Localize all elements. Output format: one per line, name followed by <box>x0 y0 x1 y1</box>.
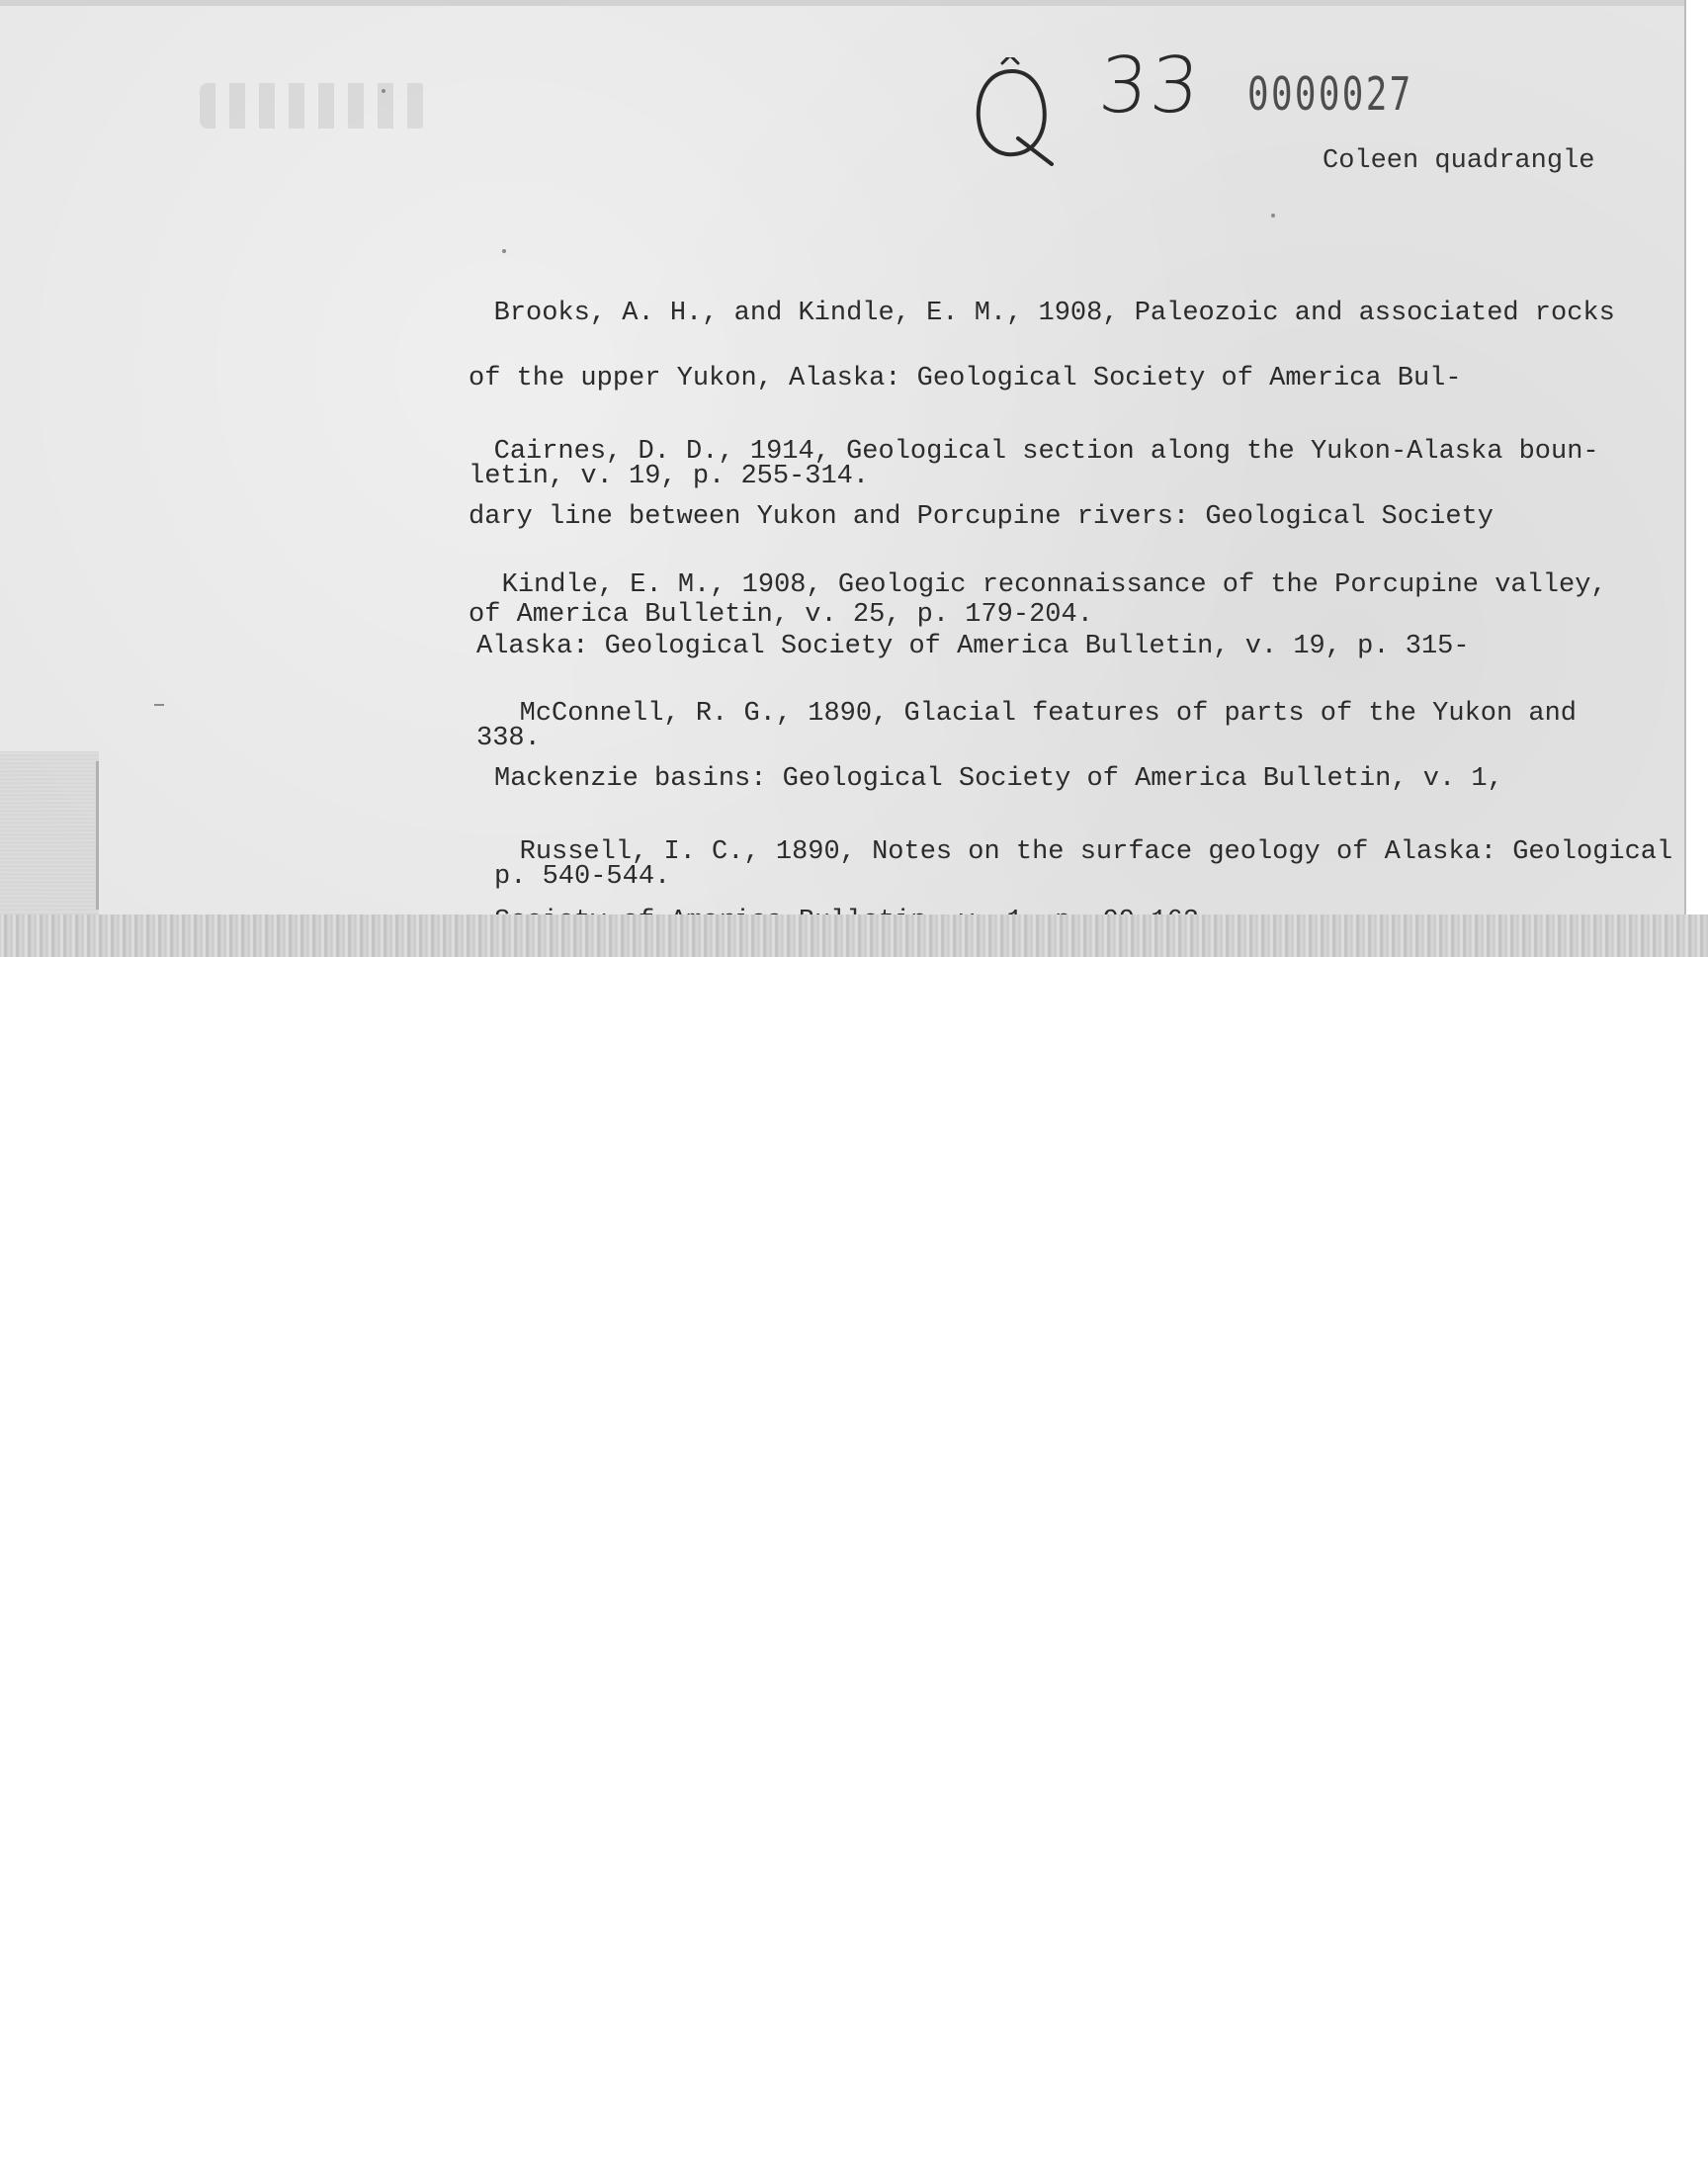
stamp-number: 0000027 <box>1247 67 1413 121</box>
reference-line: Brooks, A. H., and Kindle, E. M., 1908, Paleozoic and associated rocks <box>493 299 1615 328</box>
reference-line: of the upper Yukon, Alaska: Geological Society of America Bul- <box>469 364 1462 393</box>
reference-line: McConnell, R. G., 1890, Glacial features of parts of the Yukon and <box>519 699 1577 729</box>
reference-line: Alaska: Geological Society of America Bulletin, v. 19, p. 315- <box>476 632 1470 661</box>
reference-line: of America Bulletin, v. 25, p. 179-204. <box>469 600 1093 630</box>
handwritten-number: 33 <box>1095 42 1205 130</box>
reference-entry <box>391 801 1672 1008</box>
reference-line: Cairnes, D. D., 1914, Geological section along the Yukon-Alaska boun- <box>493 437 1599 467</box>
reference-line: 338. <box>476 724 541 753</box>
dust-speck <box>1271 214 1275 218</box>
dust-speck <box>154 704 164 706</box>
catalog-card <box>0 0 1686 921</box>
dust-speck <box>382 89 385 93</box>
handwritten-q-mark <box>969 57 1058 166</box>
scanner-bed-strip <box>0 914 1708 957</box>
reference-line: Kindle, E. M., 1908, Geologic reconnaissance of the Porcupine valley, <box>501 570 1607 600</box>
reference-line: Russell, I. C., 1890, Notes on the surface geology of Alaska: Geological <box>519 837 1673 867</box>
quadrangle-label: Coleen quadrangle <box>1323 146 1595 176</box>
reference-line: letin, v. 19, p. 255-314. <box>469 462 870 491</box>
faded-stamp-mark <box>200 83 427 129</box>
reference-line: Mackenzie basins: Geological Society of America Bulletin, v. 1, <box>494 764 1503 794</box>
reference-line: p. 540-544. <box>494 862 671 892</box>
card-edge-shadow <box>0 751 99 919</box>
reference-line: dary line between Yukon and Porcupine rivers: Geological Society <box>469 502 1494 532</box>
dust-speck <box>502 249 506 253</box>
